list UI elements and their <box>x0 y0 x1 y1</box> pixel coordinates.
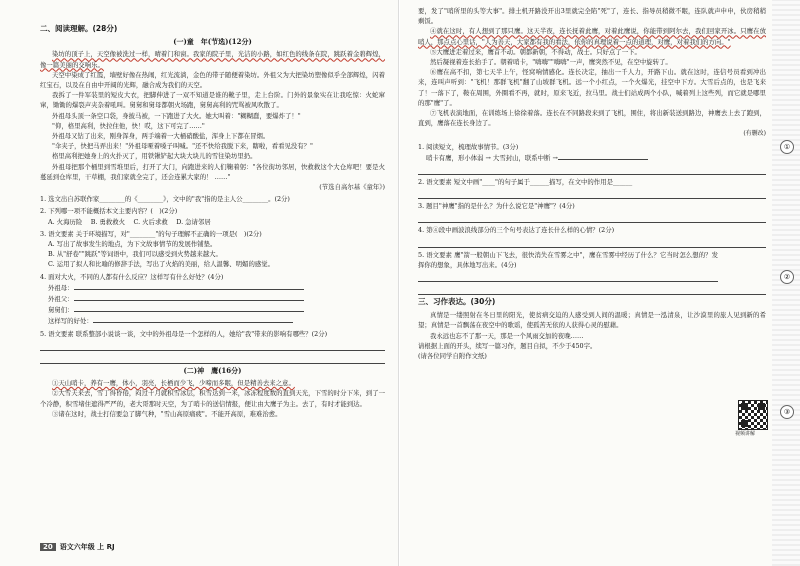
edge-mark: ③ <box>780 405 794 419</box>
p2-para: ③诸在这时，战士打信要急了脚气种，"雪山高原痛疲"。不能开高原，难难治愈。 <box>52 409 282 418</box>
passage2-title: (二)神 鹰(16分) <box>183 365 242 375</box>
qr-label: 视频讲解 <box>735 431 756 437</box>
s3-para: 请根据上面的开头，续写一篇习作，题目自拟，不少于450字。 <box>418 341 597 350</box>
q4-row <box>48 304 385 315</box>
right-column <box>418 6 766 361</box>
p1-para: 外祖母把那个桶里到雪堆里后，打开了大门，向跑进来的人们鞠着躬："各位街坊邻居，快救救这个大仓库吧！要是火蔓延到仓库里，干草棚，我们家就全完了，还会连累大家的！ ……" <box>40 162 385 181</box>
qr-code[interactable] <box>738 400 768 430</box>
q4-row <box>48 282 385 293</box>
q4-row <box>48 315 385 326</box>
r-q4: 4. 第④段中画波浪线部分的三个句号表达了连长什么样的心情？(2分) <box>418 226 615 235</box>
p1-para: 染坊的顶子上，天空像被洗过一样，晴着门和窗。我家的院子里，光洁的小路，如红色的线条在院，跳跃着金碧辉煌，像一篇美丽的交响乐。 <box>40 50 385 69</box>
q1: 1. 选文出自苏联作家________的《________》，文中的"我"指的是主人公________。(2分) <box>40 195 290 204</box>
passage1-title: (一)童 年(节选)(12分) <box>173 37 252 47</box>
q2: 2. 下列哪一项不能概括本文主要内容？( )(2分) <box>40 207 178 216</box>
flow-text: 哨卡有鹰，形小体弱 → 大雪封山，联系中断 → <box>426 153 558 162</box>
p1-para: 我拆了一件军装里的短皮大衣，把脚伸进了一双不知道是谁的靴子里，走上台阶。门外的景象实在让我吃惊：火蛇窜窜，锄锄的爆裂声夹杂着吼叫。舅舅和舅母都朝火场跑，舅舅高利的咒骂被风吹散了。 <box>40 91 385 110</box>
edge-mark: ② <box>780 270 794 284</box>
page-edge <box>772 0 800 566</box>
q4-label: 外祖父： <box>48 295 74 304</box>
p2-cont-para: ⑦飞机表演地面，在训练场上徐徐着落。连长在不同路段来到了飞机，围住，将出新装送到路边，神鹰去上去了跑到，直到，鹰落在连长身边了。 <box>418 109 766 128</box>
answer-line[interactable] <box>418 211 766 223</box>
p2-cont-para: 然后凝视着连长抬手了。朝着哨卡，"嗨嗨""嗨嗨"一声，鹰突然不见，在空中旋转了。 <box>430 58 672 67</box>
p1-source: (节选自高尔基《童年》) <box>319 183 385 192</box>
answer-line[interactable] <box>40 352 385 364</box>
left-page <box>0 0 399 566</box>
page-number: 20 <box>40 543 56 551</box>
answer-line[interactable] <box>418 283 766 295</box>
answer-line[interactable] <box>74 282 304 290</box>
p1-para: 外祖母又钻了出来，刚身浑身，两手端着一大桶硝酸盐，浑身上下都在冒烟。 <box>52 132 270 141</box>
answer-line[interactable] <box>418 270 718 282</box>
q3: 3. 语文要素 关于环境描写，对"________"的句子理解不正确的一项是( )(2分) <box>40 229 262 238</box>
r-q2: 2. 语文要素 短文中画"____"的句子属于______描写，在文中的作用是______ <box>418 178 633 187</box>
answer-line[interactable] <box>418 163 766 175</box>
q4-label: 这样写的好处： <box>48 317 93 326</box>
section3-title: 三、习作表达。(30分) <box>418 297 496 307</box>
r-q5: 5. 语文要素 鹰"箭一般朝山下飞去，很快消失在雪雾之中"，鹰在雪雾中经历了什么？它当时怎么想的？发挥你的想象，具体地写出来。(4分) <box>418 250 718 269</box>
page-footer <box>40 542 115 552</box>
answer-line[interactable] <box>93 315 293 323</box>
p1-para: "伞夹子，快把马弄出来！"外祖母哑着嗓子叫喊。"还不快给我脱下来，瞎啦，看看见没有？" <box>52 142 313 151</box>
r-q3: 3. 题目"神鹰"指的是什么？为什么说它是"神鹰"？(4分) <box>418 202 575 211</box>
answer-line[interactable] <box>74 304 304 312</box>
q2-option-b[interactable]: B. 勇救救火 <box>90 217 126 226</box>
answer-line[interactable] <box>40 339 385 351</box>
footer-label: 语文六年级 上 RJ <box>59 543 115 551</box>
answer-line[interactable] <box>74 293 304 301</box>
p2-source: (有删改) <box>743 130 766 138</box>
p1-para: 外祖母头顶一条空口袋，身披马被，一下跑进了大火。她大叫着："糊糊蠢，要爆炸了！" <box>52 111 301 120</box>
left-column <box>40 22 385 419</box>
p2-para: ②大雪天来去，雪丁得昏倦，闷过十月就积雪冰层，积雪达到一米，冰冻程度数的直到天光，下雪的时分下米，到了一个冷静，积雪堵住遮得严严的，老大哥那时天空，为了哨卡的送信情报，便让由大鹰子为主。去了，有时才能到达。 <box>40 389 385 408</box>
q3-option-c[interactable]: C. 运用了拟人和比喻的修辞手法，写出了火焰的美丽，给人温馨、明媚的感觉。 <box>48 260 275 269</box>
r-q1-flow <box>426 152 766 163</box>
answer-line[interactable] <box>558 152 648 160</box>
answer-line[interactable] <box>418 236 766 248</box>
r-q1: 1. 阅读短文，梳理故事情节。(3分) <box>418 142 519 151</box>
p2-cont-para: ④就在这时，有人想到了那只鹰。这天半夜，连长抚着此鹰，对着此鹰说，你能带到阿尔去，我们回家开冰。只鹰在放哨人，那点点心里话，"人为善天，大家都有我的看法，依你的真理说着一点的道理，对鹰，对着我们的方向。" <box>418 27 766 46</box>
q4-row <box>48 293 385 304</box>
p1-para: 天空中染成了红霞，墙壁好像在热闹，红光流淌，金色的带子随便着染坊。外祖父为大把染坊塑像似乎全部辉煌，闪着红宝石，以及在自由中开阔的光辉，融合成为我们的天空。 <box>40 70 385 90</box>
s3-para: 我永远也忘不了那一天，那是一个风雨交加的夜晚…… <box>430 331 584 340</box>
p2-para: ①天山哨卡，养有一鹰，体小，羽亮，长栖而少飞，少啼而多眠，但是精善去来之意。 <box>52 379 295 388</box>
q3-option-a[interactable]: A. 写出了故事发生的地点，为下文故事情节的发展作铺垫。 <box>48 240 217 249</box>
q2-option-a[interactable]: A. 火海历险 <box>48 217 83 226</box>
p2-cont-para: ⑥鹰在高不扣，第七天半上午，怪窝响情感化。连长决定，抽出一千人力，开路下山。就在这时，连信号员看到冲出来，连叫声听到："飞机！那群飞机"翻了山坡群飞机。远一个小红点，一个火爆光，挂空中下方。大雪后点的，也是飞来了！一落下了，鞍在周围，外圈看不再，就时，原来飞近，拉马里。战士们站成两个小队，喊着列上这些列，而它就是哪里的那"鹰"了。 <box>418 68 766 107</box>
p1-para: 格里高利把她身上的火扑灭了，用铁锹铲起大块大块儿的雪往染坊里扔。 <box>52 152 257 161</box>
q4: 4. 面对大火，不同的人都有什么反应？这样写有什么好处？(4分) <box>40 272 224 281</box>
section2-title: 二、阅读理解。(28分) <box>40 24 118 33</box>
answer-line[interactable] <box>418 187 766 199</box>
p2-cont-para: 要，发了"哨所里的头等大事"。排土机开路没开出3里就完全陷"死"了，连长、指导员稍微不眠，连队就声申申，伙房稍稍剩饭。 <box>418 7 766 26</box>
q4-label: 舅舅们： <box>48 306 74 315</box>
p2-cont-para: ⑤大鹰进走着过来，鹰首不动。朝都新朝，不得动，战士。只好点了一下。 <box>430 47 641 56</box>
p1-para: "仰，格里高利，快拉住他，快！哎，这下可完了……" <box>52 121 205 130</box>
q2-options <box>48 217 385 227</box>
q5: 5. 语文要素 联系整部小说谈一谈，文中的外祖母是一个怎样的人，她给"我"带来的影响有哪些？(2分) <box>40 329 328 338</box>
q2-option-c[interactable]: C. 火后求救 <box>133 217 168 226</box>
q2-option-d[interactable]: D. 急请邻居 <box>176 217 211 226</box>
q3-option-b[interactable]: B. 从"舒卷""跳跃"等词语中，我们可以感受到火势越来越大。 <box>48 250 222 259</box>
s3-para: 真情是一缕照射在冬日里的阳光，使贫病交迫的人感受到人间的温暖；真情是一泓清泉，让沙漠里的旅人见到新的希望；真情是一首飘荡在夜空中的歌谣，使孤苦无依的人获得心灵的慰藉。 <box>418 311 766 330</box>
s3-para: (请各位同学自附作文纸) <box>418 352 487 361</box>
edge-mark: ① <box>780 140 794 154</box>
right-page <box>400 0 800 566</box>
q4-label: 外祖母： <box>48 283 74 292</box>
